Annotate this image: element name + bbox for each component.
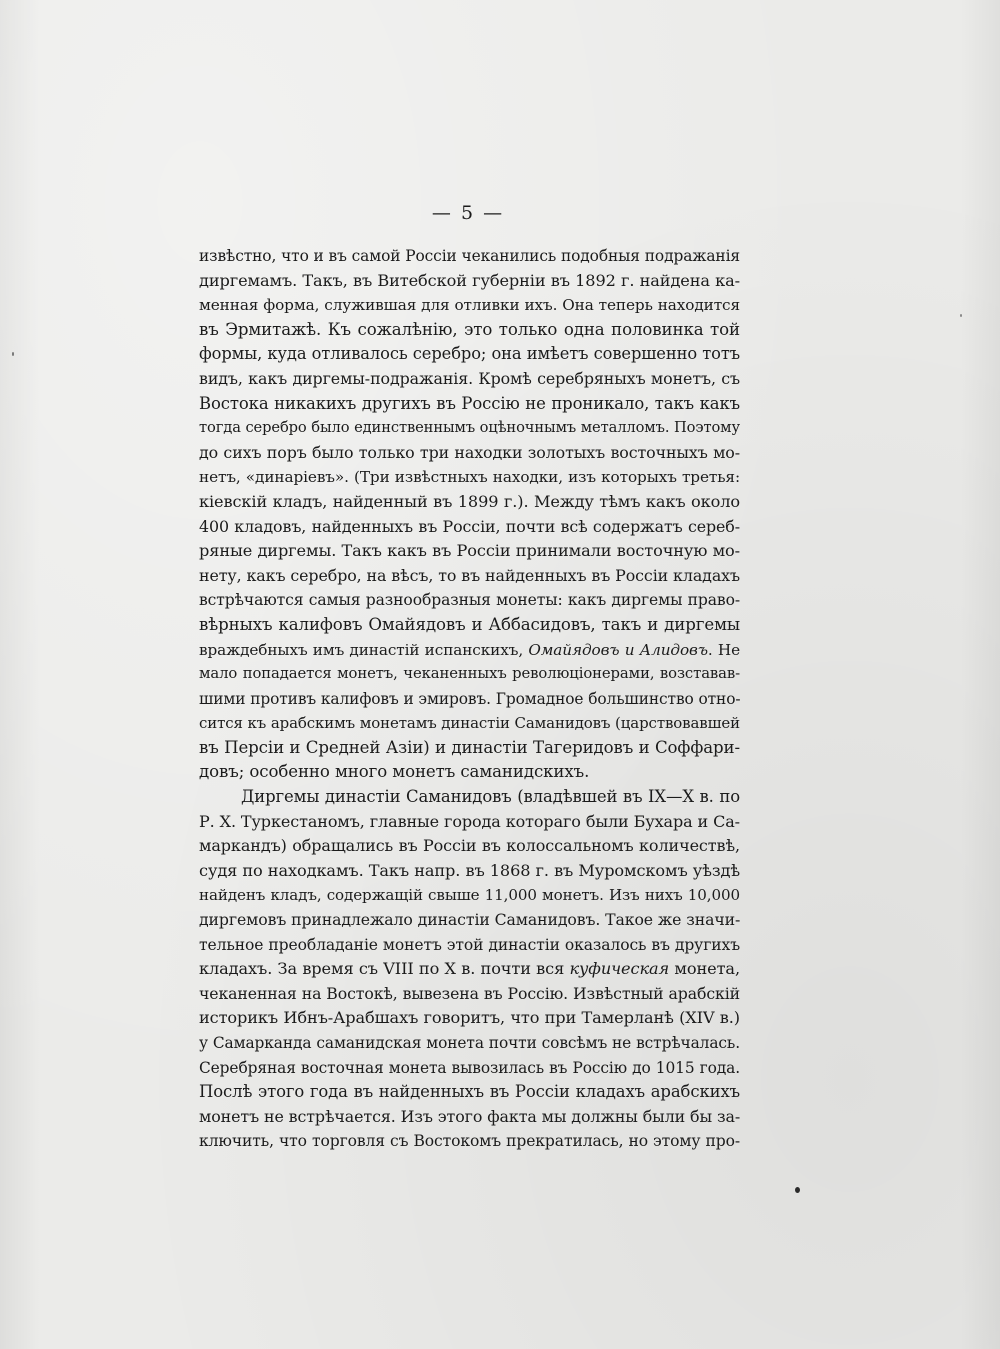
text-line: диргемовъ принадлежало династіи Саманидовъ. Такое же значи-: [199, 910, 741, 930]
text-line: судя по находкамъ. Такъ напр. въ 1868 г. въ Муромскомъ уѣздѣ: [199, 860, 740, 880]
text-line: Послѣ этого года въ найденныхъ въ Россіи кладахъ арабскихъ: [199, 1082, 740, 1102]
text-line: мало попадается монетъ, чеканенныхъ революціонерами, возставав-: [199, 665, 740, 683]
text-line: ряные диргемы. Такъ какъ въ Россіи принимали восточную мо-: [199, 541, 740, 561]
text-line: ключить, что торговля съ Востокомъ прекратилась, но этому про-: [199, 1132, 740, 1151]
text-line: тельное преобладаніе монетъ этой династіи оказалось въ другихъ: [199, 935, 740, 954]
text-line: найденъ кладъ, содержащій свыше 11,000 монетъ. Изъ нихъ 10,000: [199, 886, 740, 905]
body-text: [199, 244, 740, 1154]
text-line: сится къ арабскимъ монетамъ династіи Саманидовъ (царствовавшей: [199, 714, 740, 733]
text-line: видъ, какъ диргемы-подражанія. Кромѣ серебряныхъ монетъ, съ: [199, 368, 740, 388]
italic-term: Омайядовъ и Алидовъ: [528, 640, 708, 659]
scan-speck: [960, 314, 962, 317]
text-line: кладахъ. За время съ VIII по X в. почти вся куфическая монета,: [199, 959, 740, 979]
text-line: Серебряная восточная монета вывозилась въ Россію до 1015 года.: [199, 1058, 740, 1077]
text-line: историкъ Ибнъ-Арабшахъ говоритъ, что при Тамерланѣ (XIV в.): [199, 1008, 740, 1028]
text-line: диргемамъ. Такъ, въ Витебской губерніи въ 1892 г. найдена ка-: [199, 270, 740, 290]
text-line: нету, какъ серебро, на вѣсъ, то въ найденныхъ въ Россіи кладахъ: [199, 565, 740, 585]
text-line: формы, куда отливалось серебро; она имѣетъ совершенно тотъ: [199, 344, 740, 364]
text-line: нетъ, «динаріевъ». (Три извѣстныхъ находки, изъ которыхъ третья:: [199, 468, 740, 487]
scan-speck: [795, 1187, 800, 1193]
text-line: въ Персіи и Средней Азіи) и династіи Тагеридовъ и Соффари-: [199, 737, 740, 757]
text-line: монетъ не встрѣчается. Изъ этого факта мы должны были бы за-: [199, 1106, 741, 1126]
text-line: извѣстно, что и въ самой Россіи чеканились подобныя подражанія: [199, 247, 740, 265]
text-line: встрѣчаются самыя разнообразныя монеты: какъ диргемы право-: [199, 591, 740, 610]
text-line: въ Эрмитажѣ. Къ сожалѣнію, это только одна половинка той: [199, 319, 740, 339]
text-line: Р. Х. Туркестаномъ, главные города котораго были Бухара и Са-: [199, 811, 740, 831]
text-line: тогда серебро было единственнымъ оцѣночнымъ металломъ. Поэтому: [199, 419, 740, 437]
text-line: у Самарканда саманидская монета почти совсѣмъ не встрѣчалась.: [199, 1034, 740, 1052]
text-line: маркандъ) обращались въ Россіи въ колоссальномъ количествѣ,: [199, 836, 740, 856]
text-line: кіевскій кладъ, найденный въ 1899 г.). Между тѣмъ какъ около: [199, 491, 740, 511]
text-line: менная форма, служившая для отливки ихъ. Она теперь находится: [199, 296, 740, 315]
text-line: довъ; особенно много монетъ саманидскихъ.: [199, 762, 590, 782]
scan-speck: [12, 352, 14, 356]
text-line: до сихъ поръ было только три находки золотыхъ восточныхъ мо-: [199, 442, 740, 462]
text-line: вѣрныхъ калифовъ Омайядовъ и Аббасидовъ, такъ и диргемы: [199, 614, 740, 634]
text-line: шими противъ калифовъ и эмировъ. Громадное большинство отно-: [199, 689, 741, 708]
text-line: чеканенная на Востокѣ, вывезена въ Россію. Извѣстный арабскій: [199, 983, 740, 1003]
text-line: 400 кладовъ, найденныхъ въ Россіи, почти всѣ содержатъ сереб-: [199, 516, 740, 536]
text-line: Диргемы династіи Саманидовъ (владѣвшей въ IX—X в. по: [241, 787, 740, 807]
page-number: — 5 —: [431, 202, 505, 224]
italic-term: куфическая: [569, 959, 670, 979]
text-line: Востока никакихъ другихъ въ Россію не проникало, такъ какъ: [199, 393, 740, 413]
text-line: враждебныхъ имъ династій испанскихъ, Омайядовъ и Алидовъ. Не: [199, 640, 740, 659]
